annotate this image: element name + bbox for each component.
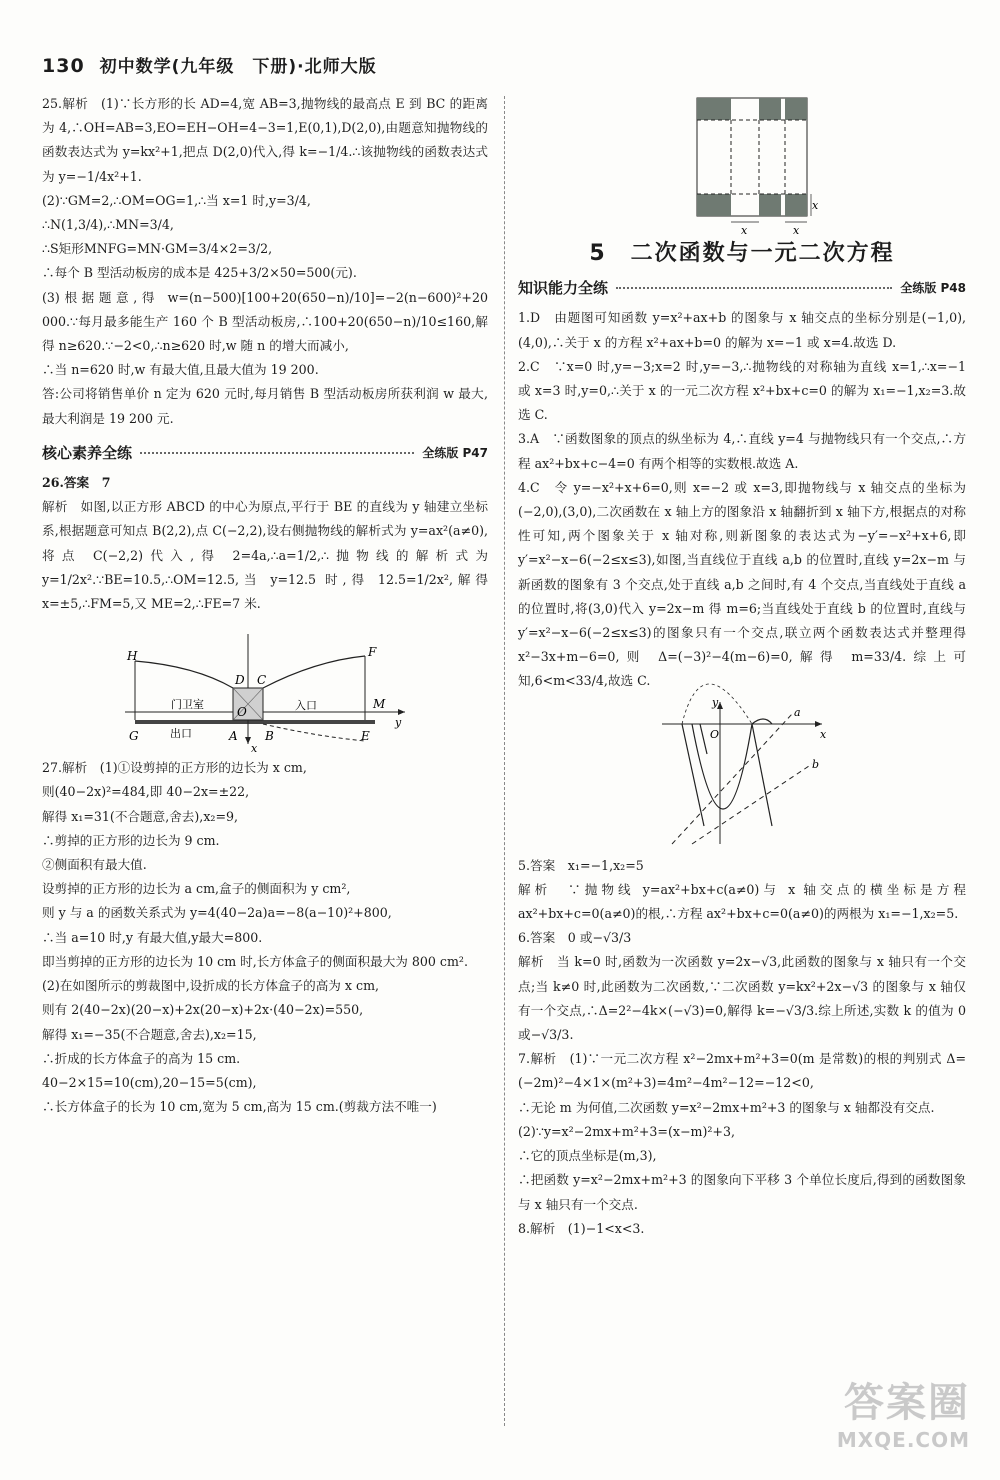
item-4: 4.C 令 y=−x²+x+6=0,则 x=−2 或 x=3,即抛物线与 x 轴交点的坐标为(−2,0),(3,0),二次函数在 x 轴上方的图象沿 x 轴翻折到 x 轴下方,根据点的对称性可知,两个图象关于 x 轴对称,则新图象的表达式为−y′=−x²+x+6,即 y′=x²−x−6(−2≤x≤3),如图,当直线位于直线 a,b 的位置时,直线 y=2x−m 与新函数的图象有 3 个交点,处于直线 a,b 之间时,有 4 个交点,当直线处于直线 a 的位置时,将(3,0)代入 y=2x−m 得 m=6;当直线处于直线 b 的位置时,直线与 y′=x²−x−6(−2≤x≤3)的图象只有一个交点,联立两个函数表达式并整理得 x²−3x+m−6=0,则 Δ=(−3)²−4(m−6)=0,解得 m=33/4.综上可知,6<m<33/4,故选 C. bbox=[518, 479, 966, 689]
q27-line4: ∴剪掉的正方形的边长为 9 cm. bbox=[42, 832, 220, 848]
watermark-url: MXQE.COM bbox=[836, 1428, 970, 1452]
book-title: 初中数学(九年级 下册)·北师大版 bbox=[99, 57, 377, 77]
label-line-b: b bbox=[812, 757, 820, 771]
label-C: C bbox=[257, 673, 267, 688]
q25-answer: 答:公司将销售单价 n 定为 620 元时,每月销售 B 型活动板房所获利润 w 最大,最大利润是 19 200 元. bbox=[42, 386, 488, 426]
q27-line11: 则有 2(40−2x)(20−x)+2x(20−x)+2x·(40−2x)=550, bbox=[42, 1002, 364, 1018]
section-title: 核心素养全练 bbox=[42, 443, 133, 462]
q27-line14: 40−2×15=10(cm),20−15=5(cm), bbox=[42, 1074, 257, 1090]
q27-line7: 则 y 与 a 的函数关系式为 y=4(40−2a)a=−8(a−10)²+800, bbox=[42, 905, 392, 921]
label-x-bottom-2: x bbox=[793, 224, 800, 237]
q27-line15: ∴长方体盒子的长为 10 cm,宽为 5 cm,高为 15 cm.(剪裁方法不唯一) bbox=[42, 1099, 437, 1115]
watermark bbox=[837, 1371, 970, 1452]
item-2: 2.C ∵x=0 时,y=−3;x=2 时,y=−3,∴抛物线的对称轴为直线 x=1,∴x=−1 或 x=3 时,y=0,∴关于 x 的一元二次方程 x²+bx+c=0 的解为 x₁=−1,x₂=3.故选 C. bbox=[518, 358, 966, 423]
left-column bbox=[42, 92, 488, 1119]
label-y-axis: y bbox=[712, 695, 719, 709]
item-5-answer: 5.答案 x₁=−1,x₂=5 bbox=[518, 857, 644, 873]
q25-line3: ∴N(1,3/4),∴MN=3/4, bbox=[42, 217, 174, 233]
label-A: A bbox=[229, 729, 238, 744]
item-7-line4: ∴它的顶点坐标是(m,3), bbox=[518, 1148, 657, 1164]
q27-line9: 即当剪掉的正方形的边长为 10 cm 时,长方体盒子的侧面积最大为 800 cm². bbox=[42, 953, 468, 969]
q27-line8: ∴当 a=10 时,y 有最大值,y最大=800. bbox=[42, 929, 263, 945]
figure-q4-graph bbox=[652, 694, 832, 854]
figure-q27-cutting bbox=[667, 92, 817, 236]
q27-line5: ②侧面积有最大值. bbox=[42, 857, 147, 873]
label-x-axis: x bbox=[820, 727, 827, 741]
q27-line12: 解得 x₁=−35(不合题意,舍去),x₂=15, bbox=[42, 1026, 257, 1042]
label-E: E bbox=[361, 729, 370, 744]
section-title: 知识能力全练 bbox=[518, 279, 609, 298]
label-exit: 出口 bbox=[170, 727, 192, 741]
q25-part3: (3)根据题意,得 w=(n−500)[100+20(650−n)/10]=−2(n−600)²+20 000.∵每月最多能生产 160 个 B 型活动板房,∴100+20(650−n)/10≤160,解得 n≥620.∵−2<0,∴n≥620 时,w 随 n 的增大而减小, bbox=[42, 289, 488, 354]
label-origin: O bbox=[710, 727, 720, 741]
label-line-a: a bbox=[794, 705, 801, 719]
label-H: H bbox=[127, 649, 138, 664]
item-6-analysis: 解析 当 k=0 时,函数为一次函数 y=2x−√3,此函数的图象与 x 轴只有一个交点;当 k≠0 时,此函数为二次函数,∵二次函数 y=kx²+2x−√3 的图象与 x 轴仅有一个交点,∴Δ=2²−4k×(−√3)=0,解得 k=−√3/3.综上所述,实数 k 的值为 0 或−√3/3. bbox=[518, 954, 966, 1043]
q25-part2: (2)∵GM=2,∴OM=OG=1,∴当 x=1 时,y=3/4, bbox=[42, 192, 311, 208]
label-D: D bbox=[235, 673, 245, 688]
label-y-axis: y bbox=[395, 716, 402, 730]
item-3: 3.A ∵函数图象的顶点的纵坐标为 4,∴直线 y=4 与抛物线只有一个交点,∴方程 ax²+bx+c−4=0 有两个相等的实数根.故选 A. bbox=[518, 431, 966, 471]
label-B: B bbox=[265, 729, 274, 744]
q25-line4: ∴S矩形MNFG=MN·GM=3/4×2=3/2, bbox=[42, 241, 273, 257]
section-knowledge-ability bbox=[518, 276, 966, 300]
q26-analysis: 解析 如图,以正方形 ABCD 的中心为原点,平行于 BE 的直线为 y 轴建立坐标系,根据题意可知点 B(2,2),点 C(−2,2),设右侧抛物线的解析式为 y=ax²(a≠0),将点 C(−2,2)代入,得 2=4a,∴a=1/2,∴抛物线的解析式为 y=1/2x².∵BE=10.5,∴OM=12.5,当 y=12.5 时,得 12.5=1/2x²,解得 x=±5,∴FM=5,又 ME=2,∴FE=7 米. bbox=[42, 499, 488, 612]
q26-answer: 26.答案 7 bbox=[42, 475, 111, 491]
section-page-ref: 全练版 P48 bbox=[900, 281, 966, 296]
watermark-logo-text: 答案圈 bbox=[844, 1380, 970, 1426]
q25-line5: ∴每个 B 型活动板房的成本是 425+3/2×50=500(元). bbox=[42, 265, 357, 281]
label-x-axis: x bbox=[251, 742, 258, 756]
dotted-leader bbox=[616, 287, 892, 289]
q27-line2: 则(40−2x)²=484,即 40−2x=±22, bbox=[42, 784, 250, 800]
item-6-answer: 6.答案 0 或−√3/3 bbox=[518, 930, 632, 946]
q27-line13: ∴折成的长方体盒子的高为 15 cm. bbox=[42, 1050, 241, 1066]
column-divider bbox=[504, 96, 505, 1426]
label-guard-room: 门卫室 bbox=[171, 698, 204, 712]
label-entrance: 入口 bbox=[295, 699, 317, 713]
q25-part1: 25.解析 (1)∵长方形的长 AD=4,宽 AB=3,抛物线的最高点 E 到 BC 的距离为 4,∴OH=AB=3,EO=EH−OH=4−3=1,E(0,1),D(2,0),由题意知抛物线的函数表达式为 y=kx²+1,把点 D(2,0)代入,得 k=−1/4.∴该抛物线的函数表达式为 y=−1/4x²+1. bbox=[42, 96, 488, 184]
label-F: F bbox=[368, 645, 377, 660]
label-x-side: x bbox=[812, 199, 819, 212]
item-7-line5: ∴把函数 y=x²−2mx+m²+3 的图象向下平移 3 个单位长度后,得到的函数图象与 x 轴只有一个交点. bbox=[518, 1172, 966, 1212]
page-number: 130 bbox=[42, 55, 85, 77]
section-core-literacy bbox=[42, 441, 488, 465]
label-x-bottom-1: x bbox=[741, 224, 748, 237]
item-5-analysis: 解析 ∵抛物线 y=ax²+bx+c(a≠0)与 x 轴交点的横坐标是方程 ax²+bx+c=0(a≠0)的根,∴方程 ax²+bx+c=0(a≠0)的两根为 x₁=−1,x₂=5. bbox=[518, 881, 966, 922]
item-8: 8.解析 (1)−1<x<3. bbox=[518, 1220, 645, 1236]
q25-line7: ∴当 n=620 时,w 有最大值,且最大值为 19 200. bbox=[42, 362, 319, 378]
label-O: O bbox=[237, 705, 247, 720]
label-M: M bbox=[373, 697, 386, 712]
figure-q26 bbox=[115, 616, 415, 756]
q27-line10: (2)在如图所示的剪裁图中,设折成的长方体盒子的高为 x cm, bbox=[42, 978, 380, 994]
q27-line3: 解得 x₁=31(不合题意,舍去),x₂=9, bbox=[42, 808, 239, 824]
item-7-part1: 7.解析 (1)∵一元二次方程 x²−2mx+m²+3=0(m 是常数)的根的判别式 Δ=(−2m)²−4×1×(m²+3)=4m²−4m²−12=−12<0, bbox=[518, 1051, 966, 1091]
dotted-leader bbox=[140, 452, 414, 454]
label-G: G bbox=[129, 729, 139, 744]
item-7-part2: (2)∵y=x²−2mx+m²+3=(x−m)²+3, bbox=[518, 1123, 735, 1139]
item-1: 1.D 由题图可知函数 y=x²+ax+b 的图象与 x 轴交点的坐标分别是(−1,0),(4,0),∴关于 x 的方程 x²+ax+b=0 的解为 x=−1 或 x=4.故选 D. bbox=[518, 310, 966, 350]
chapter-title: 5 二次函数与一元二次方程 bbox=[589, 241, 895, 266]
q27-line6: 设剪掉的正方形的边长为 a cm,盒子的侧面积为 y cm², bbox=[42, 881, 351, 897]
right-column bbox=[518, 92, 966, 1241]
section-page-ref: 全练版 P47 bbox=[422, 445, 488, 460]
page-header bbox=[42, 52, 377, 77]
item-7-line2: ∴无论 m 为何值,二次函数 y=x²−2mx+m²+3 的图象与 x 轴都没有交点. bbox=[518, 1099, 935, 1115]
q27-line1: 27.解析 (1)①设剪掉的正方形的边长为 x cm, bbox=[42, 760, 307, 776]
